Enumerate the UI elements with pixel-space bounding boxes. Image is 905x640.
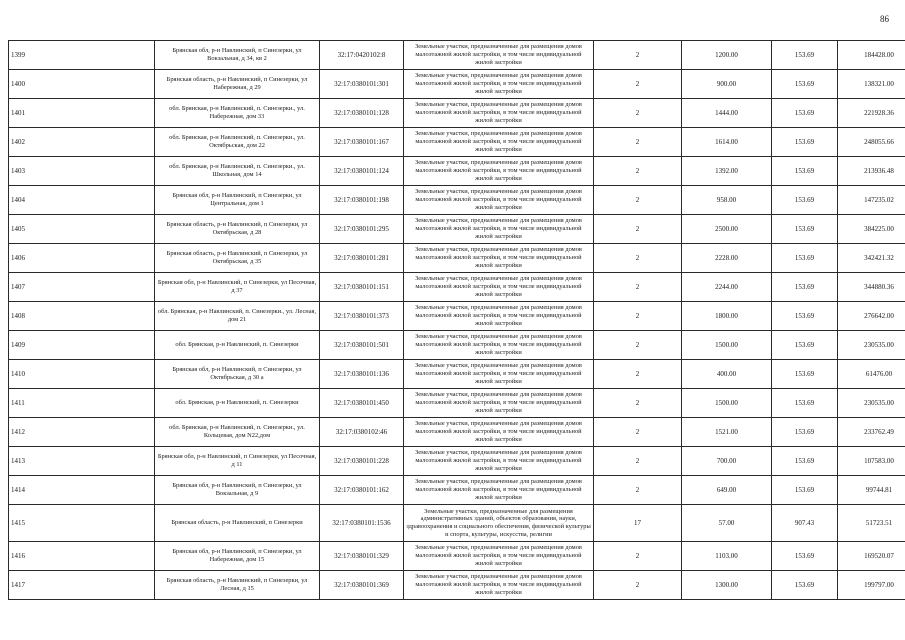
area-cell: 1103.00 — [682, 542, 772, 571]
cadastral-number-cell: 32:17:0380101:501 — [320, 331, 404, 360]
address-cell: Брянская обл, р-н Навлинский, п Синезерки, ул Вокзальная, д 34, кв 2 — [155, 41, 320, 70]
address-cell: обл. Брянская, р-н Навлинский, п. Синезерки — [155, 389, 320, 418]
cadastral-value-cell: 51723.51 — [838, 505, 905, 542]
cadastral-table — [8, 40, 905, 600]
cadastral-value-cell: 169520.07 — [838, 542, 905, 571]
address-cell: обл. Брянская, р-н Навлинский, п. Синезерки., ул. Октябрьская, дом 22 — [155, 128, 320, 157]
cadastral-number-cell: 32:17:0380101:151 — [320, 273, 404, 302]
category-code-cell: 2 — [594, 418, 682, 447]
table-row — [9, 70, 905, 99]
area-cell: 700.00 — [682, 447, 772, 476]
area-cell: 2228.00 — [682, 244, 772, 273]
cadastral-number-cell: 32:17:0380101:128 — [320, 99, 404, 128]
category-code-cell: 2 — [594, 244, 682, 273]
address-cell: Брянская область, р-н Навлинский, п Синезерки, ул Октябрьская, д 35 — [155, 244, 320, 273]
cadastral-value-cell: 107583.00 — [838, 447, 905, 476]
row-number-cell: 1403 — [9, 157, 155, 186]
row-number-cell: 1411 — [9, 389, 155, 418]
category-code-cell: 2 — [594, 542, 682, 571]
cadastral-number-cell: 32:17:0380101:124 — [320, 157, 404, 186]
category-code-cell: 2 — [594, 157, 682, 186]
table-row — [9, 571, 905, 600]
area-cell: 1300.00 — [682, 571, 772, 600]
land-use-cell: Земельные участки, предназначенные для размещения домов малоэтажной жилой застройки, в том числе индивидуальной жилой застройки — [404, 360, 594, 389]
land-use-cell: Земельные участки, предназначенные для размещения домов малоэтажной жилой застройки, в том числе индивидуальной жилой застройки — [404, 186, 594, 215]
row-number-cell: 1414 — [9, 476, 155, 505]
area-cell: 400.00 — [682, 360, 772, 389]
table-row — [9, 99, 905, 128]
land-use-cell: Земельные участки, предназначенные для размещения домов малоэтажной жилой застройки, в том числе индивидуальной жилой застройки — [404, 302, 594, 331]
table-row — [9, 505, 905, 542]
area-cell: 958.00 — [682, 186, 772, 215]
land-use-cell: Земельные участки, предназначенные для размещения домов малоэтажной жилой застройки, в том числе индивидуальной жилой застройки — [404, 70, 594, 99]
cadastral-number-cell: 32:17:0380101:228 — [320, 447, 404, 476]
address-cell: Брянская обл, р-н Навлинский, п Синезерки, ул Центральная, дом 1 — [155, 186, 320, 215]
category-code-cell: 17 — [594, 505, 682, 542]
cadastral-value-cell: 233762.49 — [838, 418, 905, 447]
category-code-cell: 2 — [594, 389, 682, 418]
address-cell: обл. Брянская, р-н Навлинский, п. Синезерки., ул. Школьная, дом 14 — [155, 157, 320, 186]
rate-cell: 153.69 — [772, 476, 838, 505]
cadastral-number-cell: 32:17:0380101:136 — [320, 360, 404, 389]
row-number-cell: 1407 — [9, 273, 155, 302]
address-cell: Брянская обл, р-н Навлинский, п Синезерки, ул Набережная, дом 15 — [155, 542, 320, 571]
row-number-cell: 1408 — [9, 302, 155, 331]
cadastral-value-cell: 221928.36 — [838, 99, 905, 128]
row-number-cell: 1409 — [9, 331, 155, 360]
cadastral-value-cell: 230535.00 — [838, 331, 905, 360]
table-row — [9, 244, 905, 273]
cadastral-value-cell: 342421.32 — [838, 244, 905, 273]
land-use-cell: Земельные участки, предназначенные для размещения домов малоэтажной жилой застройки, в том числе индивидуальной жилой застройки — [404, 157, 594, 186]
land-use-cell: Земельные участки, предназначенные для размещения домов малоэтажной жилой застройки, в том числе индивидуальной жилой застройки — [404, 215, 594, 244]
rate-cell: 153.69 — [772, 542, 838, 571]
cadastral-number-cell: 32:17:0420102:8 — [320, 41, 404, 70]
cadastral-number-cell: 32:17:0380101:167 — [320, 128, 404, 157]
category-code-cell: 2 — [594, 41, 682, 70]
land-use-cell: Земельные участки, предназначенные для размещения домов малоэтажной жилой застройки, в том числе индивидуальной жилой застройки — [404, 571, 594, 600]
category-code-cell: 2 — [594, 186, 682, 215]
address-cell: Брянская область, р-н Навлинский, п Синезерки, ул Октябрьская, д 28 — [155, 215, 320, 244]
cadastral-number-cell: 32:17:0380101:369 — [320, 571, 404, 600]
table-row — [9, 128, 905, 157]
area-cell: 2500.00 — [682, 215, 772, 244]
address-cell: обл. Брянская, р-н Навлинский, п. Синезерки — [155, 331, 320, 360]
land-use-cell: Земельные участки, предназначенные для размещения домов малоэтажной жилой застройки, в том числе индивидуальной жилой застройки — [404, 418, 594, 447]
category-code-cell: 2 — [594, 447, 682, 476]
category-code-cell: 2 — [594, 476, 682, 505]
address-cell: обл. Брянская, р-н Навлинский, п. Синезерки., ул. Кольцевая, дом N22,дом — [155, 418, 320, 447]
area-cell: 1800.00 — [682, 302, 772, 331]
rate-cell: 153.69 — [772, 70, 838, 99]
area-cell: 1500.00 — [682, 331, 772, 360]
table-row — [9, 447, 905, 476]
address-cell: Брянская обл, р-н Навлинский, п Синезерки, ул Песочная, д 37 — [155, 273, 320, 302]
area-cell: 1521.00 — [682, 418, 772, 447]
category-code-cell: 2 — [594, 128, 682, 157]
table-body — [9, 41, 905, 600]
category-code-cell: 2 — [594, 302, 682, 331]
rate-cell: 153.69 — [772, 302, 838, 331]
rate-cell: 153.69 — [772, 418, 838, 447]
address-cell: Брянская обл, р-н Навлинский, п Синезерки, ул Песочная, д 11 — [155, 447, 320, 476]
row-number-cell: 1404 — [9, 186, 155, 215]
cadastral-number-cell: 32:17:0380101:301 — [320, 70, 404, 99]
land-use-cell: Земельные участки, предназначенные для размещения домов малоэтажной жилой застройки, в том числе индивидуальной жилой застройки — [404, 447, 594, 476]
rate-cell: 153.69 — [772, 244, 838, 273]
address-cell: обл. Брянская, р-н Навлинский, п. Синезерки., ул. Лесная, дом 21 — [155, 302, 320, 331]
row-number-cell: 1416 — [9, 542, 155, 571]
address-cell: Брянская обл, р-н Навлинский, п Синезерки, ул Вокзальная, д 9 — [155, 476, 320, 505]
cadastral-number-cell: 32:17:0380101:162 — [320, 476, 404, 505]
address-cell: Брянская область, р-н Навлинский, п Синезерки, ул Лесная, д 15 — [155, 571, 320, 600]
address-cell: обл. Брянская, р-н Навлинский, п. Синезерки., ул. Набережная, дом 33 — [155, 99, 320, 128]
table-row — [9, 476, 905, 505]
area-cell: 649.00 — [682, 476, 772, 505]
row-number-cell: 1412 — [9, 418, 155, 447]
rate-cell: 153.69 — [772, 571, 838, 600]
table-row — [9, 41, 905, 70]
rate-cell: 153.69 — [772, 128, 838, 157]
area-cell: 2244.00 — [682, 273, 772, 302]
cadastral-number-cell: 32:17:0380102:46 — [320, 418, 404, 447]
table-row — [9, 542, 905, 571]
land-use-cell: Земельные участки, предназначенные для размещения домов малоэтажной жилой застройки, в том числе индивидуальной жилой застройки — [404, 41, 594, 70]
category-code-cell: 2 — [594, 360, 682, 389]
area-cell: 1200.00 — [682, 41, 772, 70]
land-use-cell: Земельные участки, предназначенные для размещения административных зданий, объектов образования, науки, здравоохранения и социального обеспечения, физической культуры и спорта, культуры, искусства, религии — [404, 505, 594, 542]
land-use-cell: Земельные участки, предназначенные для размещения домов малоэтажной жилой застройки, в том числе индивидуальной жилой застройки — [404, 331, 594, 360]
area-cell: 1614.00 — [682, 128, 772, 157]
rate-cell: 153.69 — [772, 99, 838, 128]
address-cell: Брянская область, р-н Навлинский, п Синезерки, ул Набережная, д 29 — [155, 70, 320, 99]
cadastral-value-cell: 276642.00 — [838, 302, 905, 331]
cadastral-value-cell: 184428.00 — [838, 41, 905, 70]
table-row — [9, 389, 905, 418]
table-row — [9, 157, 905, 186]
cadastral-number-cell: 32:17:0380101:1536 — [320, 505, 404, 542]
rate-cell: 153.69 — [772, 360, 838, 389]
row-number-cell: 1400 — [9, 70, 155, 99]
cadastral-value-cell: 199797.00 — [838, 571, 905, 600]
cadastral-number-cell: 32:17:0380101:329 — [320, 542, 404, 571]
row-number-cell: 1417 — [9, 571, 155, 600]
table-row — [9, 418, 905, 447]
land-use-cell: Земельные участки, предназначенные для размещения домов малоэтажной жилой застройки, в том числе индивидуальной жилой застройки — [404, 389, 594, 418]
table-row — [9, 360, 905, 389]
table-row — [9, 331, 905, 360]
rate-cell: 153.69 — [772, 389, 838, 418]
row-number-cell: 1401 — [9, 99, 155, 128]
table-row — [9, 302, 905, 331]
area-cell: 57.00 — [682, 505, 772, 542]
rate-cell: 153.69 — [772, 215, 838, 244]
cadastral-value-cell: 230535.00 — [838, 389, 905, 418]
row-number-cell: 1405 — [9, 215, 155, 244]
area-cell: 1444.00 — [682, 99, 772, 128]
category-code-cell: 2 — [594, 70, 682, 99]
rate-cell: 153.69 — [772, 273, 838, 302]
rate-cell: 153.69 — [772, 186, 838, 215]
rate-cell: 153.69 — [772, 331, 838, 360]
page-number: 86 — [880, 14, 889, 24]
cadastral-value-cell: 61476.00 — [838, 360, 905, 389]
cadastral-number-cell: 32:17:0380101:450 — [320, 389, 404, 418]
area-cell: 900.00 — [682, 70, 772, 99]
rate-cell: 153.69 — [772, 41, 838, 70]
table-row — [9, 215, 905, 244]
row-number-cell: 1413 — [9, 447, 155, 476]
category-code-cell: 2 — [594, 331, 682, 360]
cadastral-number-cell: 32:17:0380101:295 — [320, 215, 404, 244]
area-cell: 1392.00 — [682, 157, 772, 186]
land-use-cell: Земельные участки, предназначенные для размещения домов малоэтажной жилой застройки, в том числе индивидуальной жилой застройки — [404, 476, 594, 505]
cadastral-value-cell: 99744.81 — [838, 476, 905, 505]
cadastral-value-cell: 248055.66 — [838, 128, 905, 157]
rate-cell: 153.69 — [772, 447, 838, 476]
table-row — [9, 186, 905, 215]
row-number-cell: 1415 — [9, 505, 155, 542]
table-row — [9, 273, 905, 302]
land-use-cell: Земельные участки, предназначенные для размещения домов малоэтажной жилой застройки, в том числе индивидуальной жилой застройки — [404, 273, 594, 302]
cadastral-value-cell: 344880.36 — [838, 273, 905, 302]
cadastral-number-cell: 32:17:0380101:281 — [320, 244, 404, 273]
cadastral-value-cell: 138321.00 — [838, 70, 905, 99]
rate-cell: 153.69 — [772, 157, 838, 186]
category-code-cell: 2 — [594, 273, 682, 302]
row-number-cell: 1399 — [9, 41, 155, 70]
land-use-cell: Земельные участки, предназначенные для размещения домов малоэтажной жилой застройки, в том числе индивидуальной жилой застройки — [404, 99, 594, 128]
rate-cell: 907.43 — [772, 505, 838, 542]
land-use-cell: Земельные участки, предназначенные для размещения домов малоэтажной жилой застройки, в том числе индивидуальной жилой застройки — [404, 542, 594, 571]
cadastral-number-cell: 32:17:0380101:198 — [320, 186, 404, 215]
row-number-cell: 1402 — [9, 128, 155, 157]
cadastral-value-cell: 213936.48 — [838, 157, 905, 186]
address-cell: Брянская область, р-н Навлинский, п Синезерки — [155, 505, 320, 542]
cadastral-value-cell: 147235.02 — [838, 186, 905, 215]
land-use-cell: Земельные участки, предназначенные для размещения домов малоэтажной жилой застройки, в том числе индивидуальной жилой застройки — [404, 244, 594, 273]
row-number-cell: 1410 — [9, 360, 155, 389]
land-use-cell: Земельные участки, предназначенные для размещения домов малоэтажной жилой застройки, в том числе индивидуальной жилой застройки — [404, 128, 594, 157]
category-code-cell: 2 — [594, 215, 682, 244]
category-code-cell: 2 — [594, 99, 682, 128]
cadastral-value-cell: 384225.00 — [838, 215, 905, 244]
cadastral-number-cell: 32:17:0380101:373 — [320, 302, 404, 331]
category-code-cell: 2 — [594, 571, 682, 600]
area-cell: 1500.00 — [682, 389, 772, 418]
address-cell: Брянская обл, р-н Навлинский, п Синезерки, ул Октябрьская, д 30 а — [155, 360, 320, 389]
row-number-cell: 1406 — [9, 244, 155, 273]
